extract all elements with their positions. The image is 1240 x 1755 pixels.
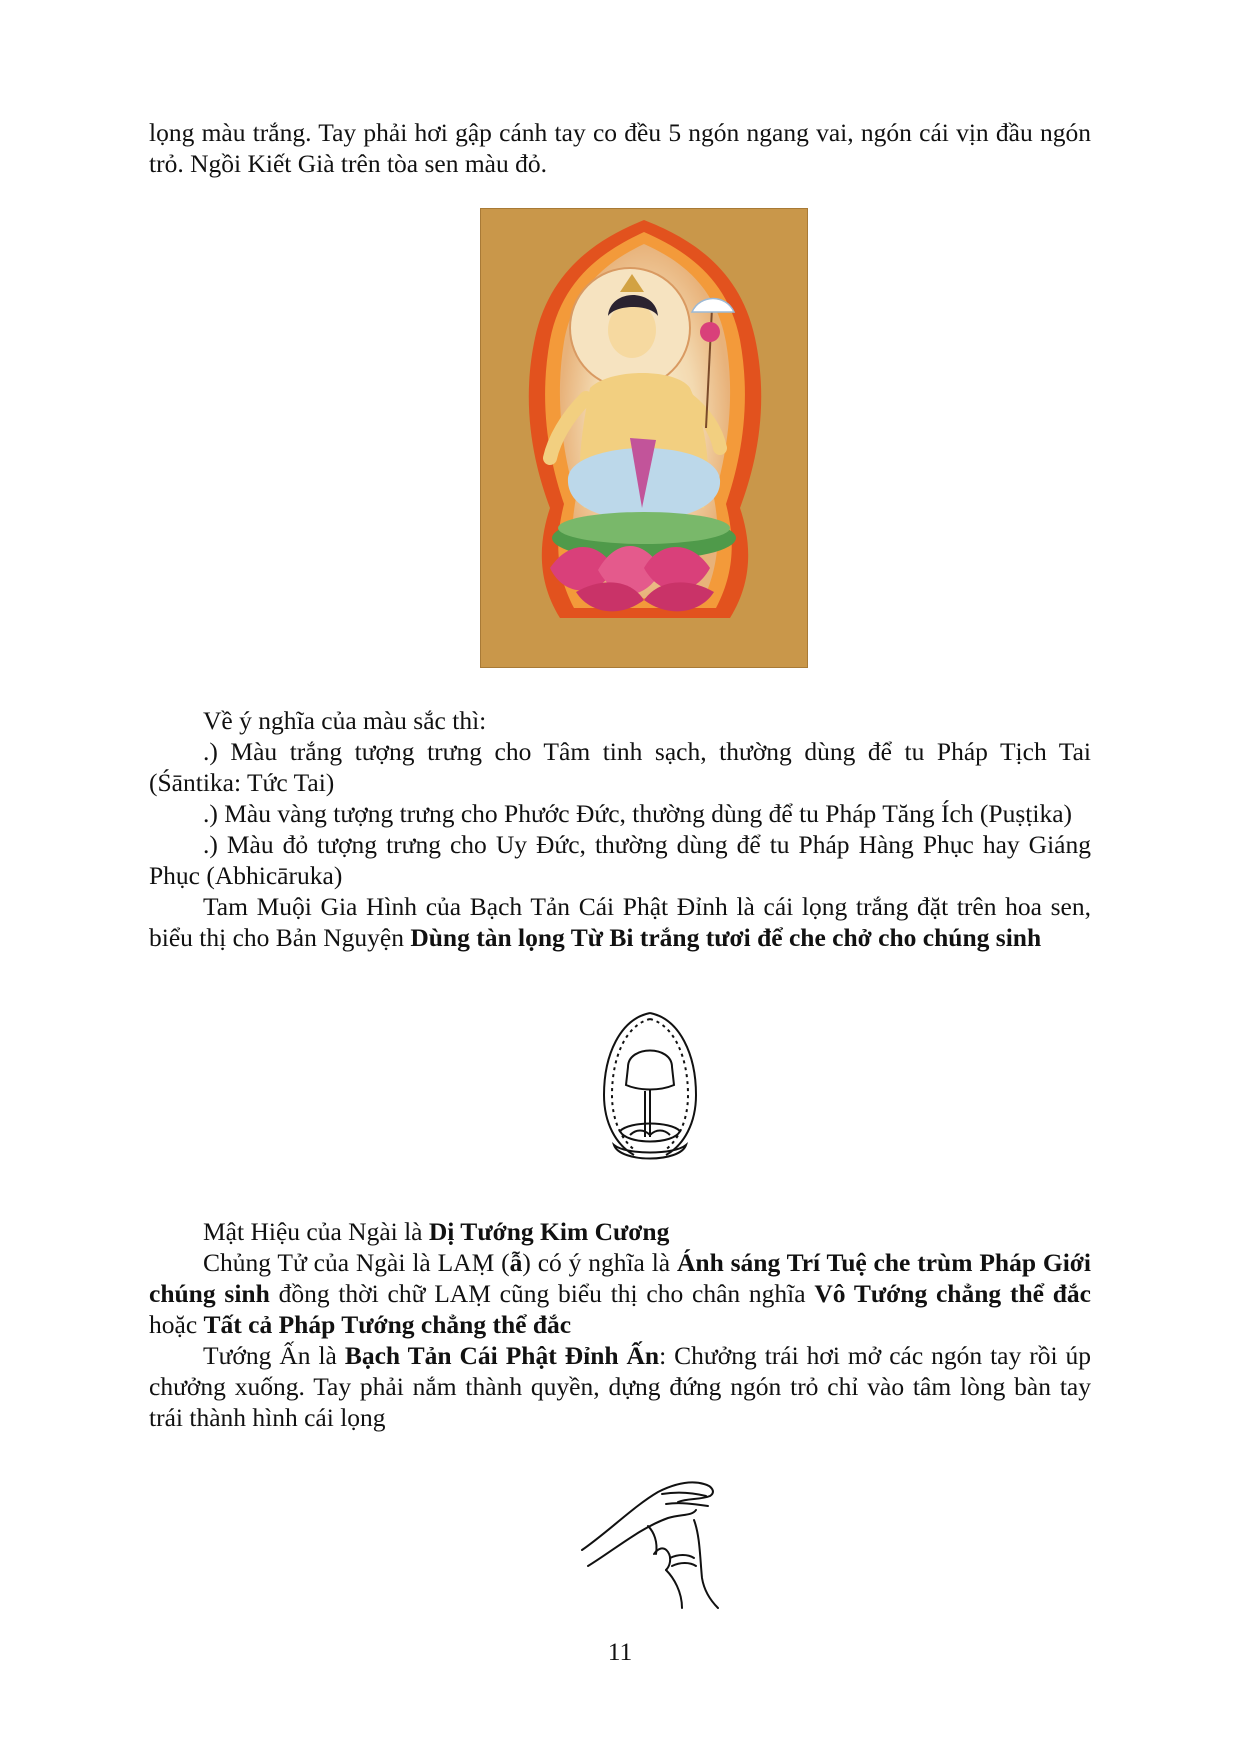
bold-text-run: Tất cả Pháp Tướng chẳng thể đắc <box>203 1310 572 1339</box>
text-run: Tướng Ấn là <box>203 1341 345 1370</box>
mudra-hands-drawing <box>578 1462 724 1610</box>
paragraph <box>149 1247 1091 1340</box>
bold-text-run: Dùng tàn lọng Từ Bi trắng tươi để che chở cho chúng sinh <box>410 923 1042 952</box>
bold-text-run: Vô Tướng chẳng thể đắc <box>814 1279 1091 1308</box>
umbrella-lotus-drawing <box>590 1005 710 1180</box>
bold-text-run: Dị Tướng Kim Cương <box>428 1217 670 1246</box>
paragraph: .) Màu trắng tượng trưng cho Tâm tinh sạch, thường dùng để tu Pháp Tịch Tai (Śāntika: Tức Tai) <box>149 737 1091 797</box>
deity-painting <box>480 208 808 668</box>
paragraph: Về ý nghĩa của màu sắc thì: <box>203 706 487 735</box>
paragraph <box>149 1216 1091 1247</box>
page-number: 11 <box>607 1637 633 1666</box>
paragraph: .) Màu vàng tượng trưng cho Phước Đức, thường dùng để tu Pháp Tăng Ích (Puṣṭika) <box>203 799 1073 828</box>
text-run: : Chưởng trái hơi mở các ngón tay rồi úp chưởng xuống. Tay phải nắm thành quyền, dựng đứng ngón trỏ chỉ vào tâm lòng bàn tay trái thành hình cái lọng <box>149 1341 1092 1432</box>
text-run: đồng thời chữ LAṂ cũng biểu thị cho chân nghĩa <box>269 1279 815 1308</box>
bold-text-run: Bạch Tản Cái Phật Đỉnh Ấn <box>344 1341 660 1370</box>
text-run: hoặc <box>149 1310 204 1339</box>
text-run: Chủng Tử của Ngài là LAṂ ( <box>203 1248 510 1277</box>
text-block-top <box>149 117 1091 179</box>
paragraph <box>149 891 1091 953</box>
paragraph: .) Màu đỏ tượng trưng cho Uy Đức, thường dùng để tu Pháp Hàng Phục hay Giáng Phục (Abhicāruka) <box>149 830 1091 890</box>
text-block-seed <box>149 1216 1091 1433</box>
paragraph: lọng màu trắng. Tay phải hơi gập cánh tay co đều 5 ngón ngang vai, ngón cái vịn đầu ngón trỏ. Ngồi Kiết Già trên tòa sen màu đỏ. <box>149 118 1091 178</box>
bold-text-run: Ánh sáng Trí Tuệ che trùm Pháp Giới chúng sinh <box>149 1248 1091 1308</box>
text-run: Tam Muội Gia Hình của Bạch Tản Cái Phật Đỉnh là cái lọng trắng đặt trên hoa sen, biểu thị cho Bản Nguyện <box>149 892 1091 952</box>
text-run: Mật Hiệu của Ngài là <box>203 1217 429 1246</box>
text-run: ) có ý nghĩa là <box>522 1248 677 1277</box>
paragraph <box>149 1340 1091 1433</box>
text-block-colors <box>149 705 1091 953</box>
seed-syllable-symbol: ẫ <box>509 1248 523 1277</box>
